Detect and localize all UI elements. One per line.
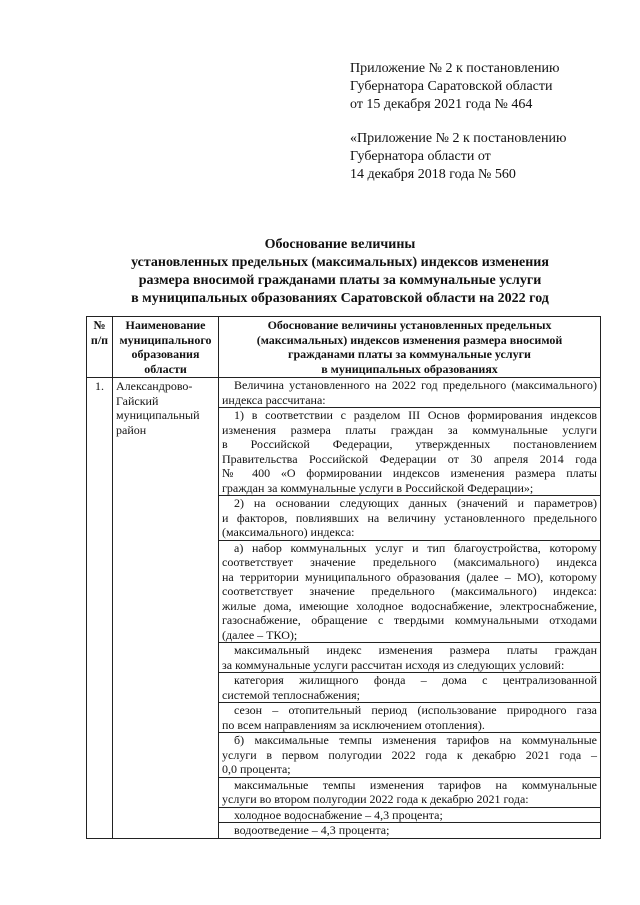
paragraph-line: граждан за коммунальные услуги в Российской Федерации»; (222, 480, 534, 495)
justification-paragraph (219, 703, 600, 733)
header-justification: Обоснование величины установленных предельных (максимальных) индексов изменения размера вносимой гражданами платы за коммунальные услуги в муниципальных образованиях (219, 317, 601, 378)
justification-paragraph (219, 733, 600, 778)
document-title (80, 236, 600, 308)
title-line: установленных предельных (максимальных) индексов изменения (131, 255, 549, 270)
title-line: в муниципальных образованиях Саратовской области на 2022 год (131, 291, 549, 306)
paragraph-line: а) набор коммунальных услуг и тип благоустройства, которому (234, 540, 597, 555)
paragraph-line: № 400 «О формировании индексов изменения размера платы (222, 466, 597, 480)
paragraph-line: 0,0 процента; (222, 762, 291, 776)
table-row (87, 378, 601, 839)
paragraph-line: по всем направлениям за исключением отопления). (222, 717, 485, 732)
table-header-row (87, 317, 601, 378)
paragraph-line: соответствует значение предельного (максимального) индекса (222, 555, 597, 569)
paragraph-line: и факторов, повлиявших на величину установленного предельного (222, 510, 597, 525)
paragraph-line: услуги во втором полугодии 2022 года к декабрю 2021 года: (222, 792, 529, 806)
appendix-line: Губернатора Саратовской области (350, 79, 553, 94)
appendix-line: Приложение № 2 к постановлению (350, 61, 560, 76)
paragraph-line: индекса рассчитана: (222, 392, 326, 407)
justification-table (86, 316, 601, 839)
paragraph-line: (далее – ТКО); (222, 627, 298, 642)
appendix-line: Губернатора области от (350, 149, 491, 164)
paragraph-line: изменения размера платы граждан за коммунальные услуги (222, 422, 597, 437)
paragraph-line: жилые дома, имеющие холодное водоснабжение, электроснабжение, (222, 598, 597, 613)
paragraph-line: соответствует значение предельного (максимального) индекса: (222, 584, 597, 598)
justification-paragraph (219, 378, 600, 408)
paragraph-line: 1) в соответствии с разделом III Основ формирования индексов (234, 408, 597, 422)
appendix-line: от 15 декабря 2021 года № 464 (350, 97, 533, 112)
title-line: размера вносимой гражданами платы за коммунальные услуги (138, 273, 542, 288)
paragraph-line: Правительства Российской Федерации от 30 апреля 2014 года (222, 451, 597, 466)
paragraph-line: максимальный индекс изменения размера платы граждан (234, 643, 597, 657)
row-num: 1. (87, 378, 113, 839)
appendix-current (350, 60, 559, 114)
paragraph-line: категория жилищного фонда – дома с централизованной (234, 673, 597, 687)
paragraph-line: б) максимальные темпы изменения тарифов на коммунальные (234, 733, 597, 747)
row-municipality: Александрово- Гайский муниципальный район (113, 378, 219, 839)
justification-paragraph (219, 673, 600, 703)
paragraph-line: сезон – отопительный период (использование природного газа (234, 703, 597, 717)
paragraph-line: системой теплоснабжения; (222, 687, 360, 702)
justification-paragraph (219, 408, 600, 496)
row-justification (219, 378, 601, 839)
paragraph-line: на территории муниципального образования (далее – МО), которому (222, 569, 597, 584)
paragraph-line: за коммунальные услуги рассчитан исходя из следующих условий: (222, 657, 565, 672)
paragraph-line: холодное водоснабжение – 4,3 процента; (234, 807, 443, 822)
header-num: № п/п (87, 317, 113, 378)
header-municipality: Наименование муниципального образования области (113, 317, 219, 378)
title-line: Обоснование величины (264, 237, 416, 252)
paragraph-line: Величина установленного на 2022 год предельного (максимального) (234, 378, 597, 392)
paragraph-line: 2) на основании следующих данных (значений и параметров) (234, 496, 597, 510)
justification-paragraph (219, 808, 600, 824)
justification-paragraph (219, 778, 600, 808)
paragraph-line: в Российской Федерации, утвержденных постановлением (222, 437, 597, 451)
justification-paragraph (219, 541, 600, 644)
paragraph-line: услуги в первом полугодии 2022 года к декабрю 2021 года – (222, 747, 597, 762)
justification-paragraph (219, 643, 600, 673)
paragraph-line: (максимального) индекса: (222, 525, 355, 539)
justification-paragraph (219, 823, 600, 838)
justification-paragraph (219, 496, 600, 541)
appendix-previous (350, 130, 566, 184)
paragraph-line: газоснабжение, обращение с твердыми коммунальными отходами (222, 613, 597, 627)
appendix-line: «Приложение № 2 к постановлению (350, 131, 567, 146)
appendix-line: 14 декабря 2018 года № 560 (350, 167, 516, 182)
paragraph-line: водоотведение – 4,3 процента; (234, 823, 390, 837)
paragraph-line: максимальные темпы изменения тарифов на коммунальные (234, 777, 597, 792)
